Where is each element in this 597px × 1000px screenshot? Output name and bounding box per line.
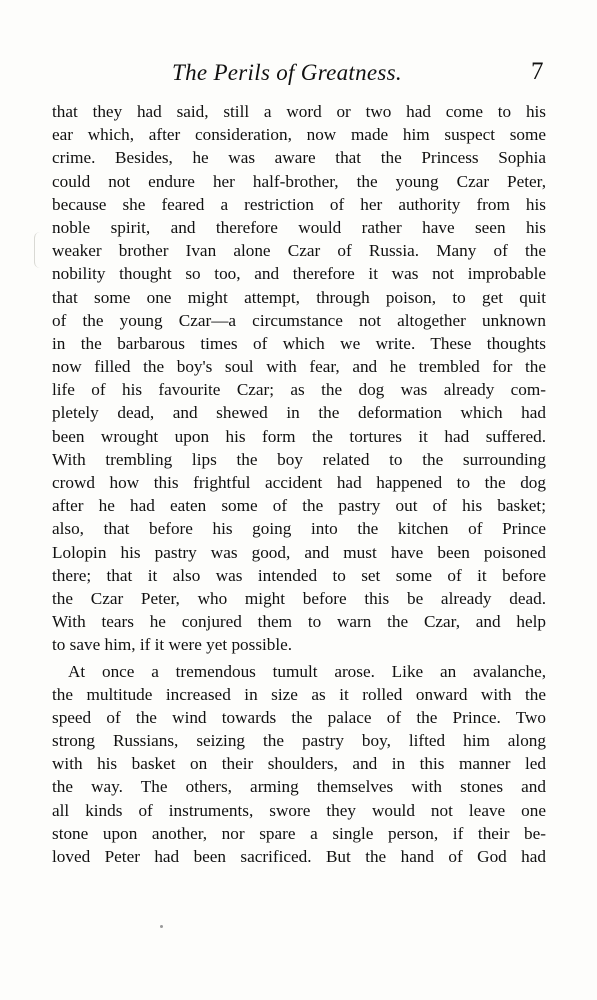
text-line: also, that before his going into the kitchen of Prince bbox=[52, 519, 546, 539]
text-line: there; that it also was intended to set some of it before bbox=[52, 565, 546, 585]
text-line: could not endure her half-brother, the young Czar Peter, bbox=[52, 171, 546, 191]
text-line: because she feared a restriction of her authority from his bbox=[52, 194, 546, 214]
paragraph-start-line: At once a tremendous tumult arose. Like an avalanche, bbox=[68, 661, 546, 681]
text-line: ear which, after consideration, now made him suspect some bbox=[52, 125, 546, 145]
text-line: been wrought upon his form the tortures it had suffered. bbox=[52, 426, 546, 446]
text-line: speed of the wind towards the palace of the Prince. Two bbox=[52, 707, 546, 727]
text-line: the Czar Peter, who might before this be already dead. bbox=[52, 588, 546, 608]
text-line: strong Russians, seizing the pastry boy, lifted him along bbox=[52, 731, 546, 751]
text-line: With trembling lips the boy related to the surrounding bbox=[52, 449, 546, 469]
text-line: nobility thought so too, and therefore it was not improbable bbox=[52, 264, 546, 284]
text-line: crowd how this frightful accident had happened to the dog bbox=[52, 473, 546, 492]
text-line: of the young Czar—a circumstance not altogether unknown bbox=[52, 310, 546, 330]
text-line: that some one might attempt, through poison, to get quit bbox=[52, 287, 546, 307]
paper-speck bbox=[160, 925, 163, 928]
text-line: loved Peter had been sacrificed. But the hand of God had bbox=[52, 847, 546, 866]
margin-pencil-mark bbox=[34, 232, 41, 268]
running-title: The Perils of Greatness. bbox=[172, 60, 402, 85]
text-line: crime. Besides, he was aware that the Princess Sophia bbox=[52, 148, 546, 168]
text-line: life of his favourite Czar; as the dog was already com- bbox=[52, 380, 546, 400]
text-line: with his basket on their shoulders, and in this manner led bbox=[52, 754, 546, 774]
text-line: in the barbarous times of which we write. These thoughts bbox=[52, 333, 546, 353]
text-line: pletely dead, and shewed in the deformation which had bbox=[52, 403, 546, 423]
text-line: all kinds of instruments, swore they would not leave one bbox=[52, 800, 546, 820]
paragraph-end-line: to save him, if it were yet possible. bbox=[52, 635, 293, 655]
body-text bbox=[52, 100, 546, 868]
text-line: now filled the boy's soul with fear, and he trembled for the bbox=[52, 357, 546, 377]
text-line: the way. The others, arming themselves with stones and bbox=[52, 777, 546, 797]
text-line: weaker brother Ivan alone Czar of Russia. Many of the bbox=[52, 241, 546, 261]
text-line: noble spirit, and therefore would rather have seen his bbox=[52, 217, 546, 237]
running-head bbox=[0, 60, 597, 90]
text-line: after he had eaten some of the pastry out of his basket; bbox=[52, 496, 546, 516]
text-line: that they had said, still a word or two had come to his bbox=[52, 102, 546, 121]
text-line: Lolopin his pastry was good, and must have been poisoned bbox=[52, 542, 546, 562]
page-number: 7 bbox=[531, 58, 544, 85]
text-line: stone upon another, nor spare a single person, if their be- bbox=[52, 823, 546, 843]
text-line: With tears he conjured them to warn the Czar, and help bbox=[52, 612, 546, 632]
text-line: the multitude increased in size as it rolled onward with the bbox=[52, 684, 546, 704]
